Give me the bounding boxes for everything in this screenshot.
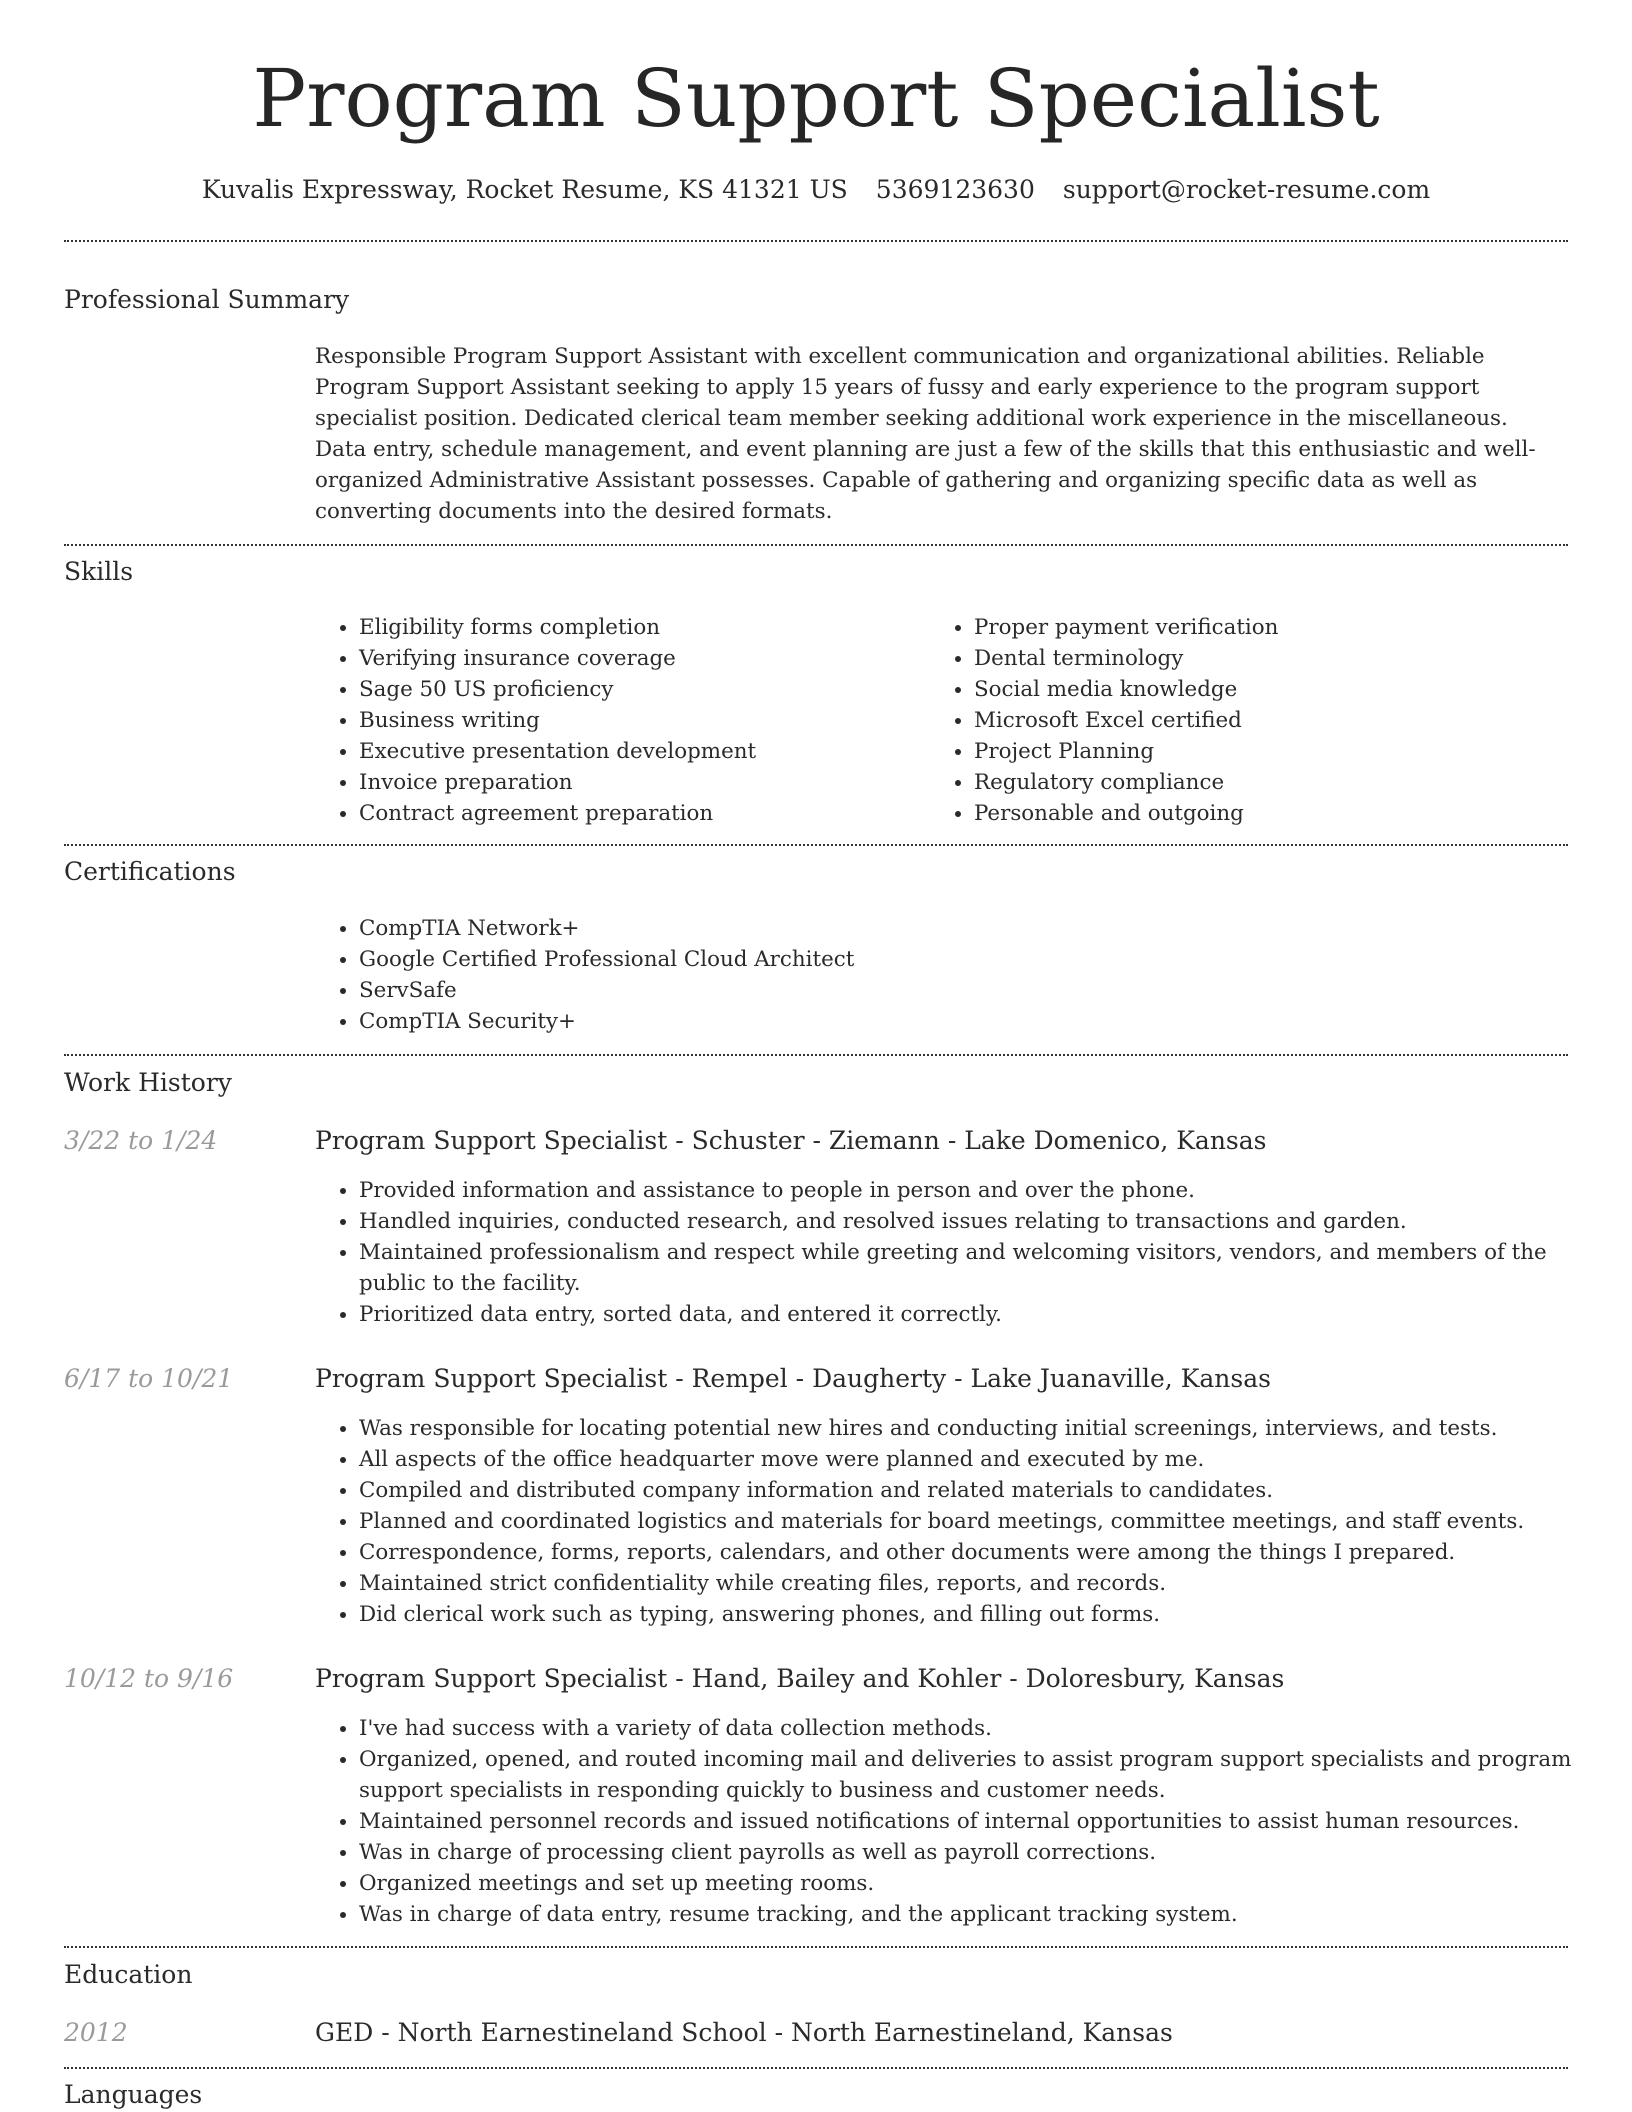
job-bullets <box>315 1175 1609 1330</box>
list-item: • Was responsible for locating potential new hires and conducting initial screenings, interviews, and tests. <box>359 1413 1609 1444</box>
list-item: • Maintained strict confidentiality while creating files, reports, and records. <box>359 1568 1609 1599</box>
list-item: • Dental terminology <box>974 643 1574 674</box>
list-item: • Microsoft Excel certified <box>974 705 1574 736</box>
list-item: • Maintained professionalism and respect while greeting and welcoming visitors, vendors, and members of the public to the facility. <box>359 1237 1609 1299</box>
certifications-list <box>315 913 1559 1037</box>
work-history-title: Work History <box>64 1068 232 1097</box>
list-item: • Invoice preparation <box>359 767 919 798</box>
contact-phone: 5369123630 <box>875 175 1035 204</box>
list-item: • Prioritized data entry, sorted data, and entered it correctly. <box>359 1299 1609 1330</box>
list-item: • Correspondence, forms, reports, calendars, and other documents were among the things I prepared. <box>359 1537 1609 1568</box>
list-item: • Maintained personnel records and issued notifications of internal opportunities to assist human resources. <box>359 1806 1609 1837</box>
job-dates: 10/12 to 9/16 <box>64 1664 234 1693</box>
contact-email: support@rocket-resume.com <box>1062 175 1431 204</box>
job-details: - Hand, Bailey and Kohler - Doloresbury, Kansas <box>667 1664 1285 1693</box>
section-divider <box>64 544 1568 546</box>
skills-title: Skills <box>64 557 134 586</box>
list-item: • Provided information and assistance to people in person and over the phone. <box>359 1175 1609 1206</box>
section-divider <box>64 1054 1568 1056</box>
section-divider <box>64 2067 1568 2069</box>
list-item: • CompTIA Security+ <box>359 1006 1559 1037</box>
list-item: • Sage 50 US proficiency <box>359 674 919 705</box>
section-divider <box>64 240 1568 242</box>
list-item: • Verifying insurance coverage <box>359 643 919 674</box>
contact-address: Kuvalis Expressway, Rocket Resume, KS 41321 US <box>201 175 848 204</box>
list-item: • Was in charge of data entry, resume tracking, and the applicant tracking system. <box>359 1899 1609 1930</box>
list-item: • All aspects of the office headquarter move were planned and executed by me. <box>359 1444 1609 1475</box>
list-item: • Proper payment verification <box>974 612 1574 643</box>
list-item: • ServSafe <box>359 975 1559 1006</box>
list-item: • I've had success with a variety of data collection methods. <box>359 1713 1609 1744</box>
list-item: • CompTIA Network+ <box>359 913 1559 944</box>
certifications-title: Certifications <box>64 857 236 886</box>
list-item: • Regulatory compliance <box>974 767 1574 798</box>
skills-list-left <box>315 612 919 829</box>
job-details: - Rempel - Daugherty - Lake Juanaville, Kansas <box>667 1364 1271 1393</box>
list-item: • Google Certified Professional Cloud Architect <box>359 944 1559 975</box>
education-year: 2012 <box>64 2018 128 2047</box>
job-dates: 3/22 to 1/24 <box>64 1126 218 1155</box>
list-item: • Personable and outgoing <box>974 798 1574 829</box>
list-item: • Business writing <box>359 705 919 736</box>
section-divider <box>64 1946 1568 1948</box>
list-item: • Contract agreement preparation <box>359 798 919 829</box>
list-item: • Eligibility forms completion <box>359 612 919 643</box>
job-role: Program Support Specialist <box>315 1364 668 1393</box>
list-item: • Planned and coordinated logistics and materials for board meetings, committee meetings, and staff events. <box>359 1506 1609 1537</box>
list-item: • Organized meetings and set up meeting rooms. <box>359 1868 1609 1899</box>
section-divider <box>64 844 1568 846</box>
list-item: • Project Planning <box>974 736 1574 767</box>
languages-title: Languages <box>64 2080 203 2109</box>
job-heading <box>315 1362 1271 1396</box>
job-role: Program Support Specialist <box>315 1664 668 1693</box>
list-item: • Compiled and distributed company information and related materials to candidates. <box>359 1475 1609 1506</box>
candidate-name: Program Support Specialist <box>252 52 1380 145</box>
skills-list-right <box>930 612 1574 829</box>
list-item: • Social media knowledge <box>974 674 1574 705</box>
job-heading <box>315 1124 1267 1158</box>
job-details: - Schuster - Ziemann - Lake Domenico, Kansas <box>667 1126 1267 1155</box>
job-bullets <box>315 1413 1609 1630</box>
job-heading <box>315 1662 1284 1696</box>
list-item: • Did clerical work such as typing, answering phones, and filling out forms. <box>359 1599 1609 1630</box>
summary-title: Professional Summary <box>64 285 350 314</box>
job-role: Program Support Specialist <box>315 1126 668 1155</box>
education-title: Education <box>64 1960 193 1989</box>
summary-text: Responsible Program Support Assistant with excellent communication and organizational abilities. Reliable Program Support Assistant seeking to apply 15 years of fussy and early experience to the program support specialist position. Dedicated clerical team member seeking additional work experience in the miscellaneous. Data entry, schedule management, and event planning are just a few of the skills that this enthusiastic and well-organized Administrative Assistant possesses. Capable of gathering and organizing specific data as well as converting documents into the desired formats. <box>315 344 1536 524</box>
job-dates: 6/17 to 10/21 <box>64 1364 234 1393</box>
contact-line <box>0 170 1632 210</box>
list-item: • Was in charge of processing client payrolls as well as payroll corrections. <box>359 1837 1609 1868</box>
job-bullets <box>315 1713 1609 1930</box>
list-item: • Organized, opened, and routed incoming mail and deliveries to assist program support specialists and program support specialists in responding quickly to business and customer needs. <box>359 1744 1609 1806</box>
list-item: • Executive presentation development <box>359 736 919 767</box>
education-entry: GED - North Earnestineland School - North Earnestineland, Kansas <box>315 2018 1173 2047</box>
list-item: • Handled inquiries, conducted research, and resolved issues relating to transactions and garden. <box>359 1206 1609 1237</box>
